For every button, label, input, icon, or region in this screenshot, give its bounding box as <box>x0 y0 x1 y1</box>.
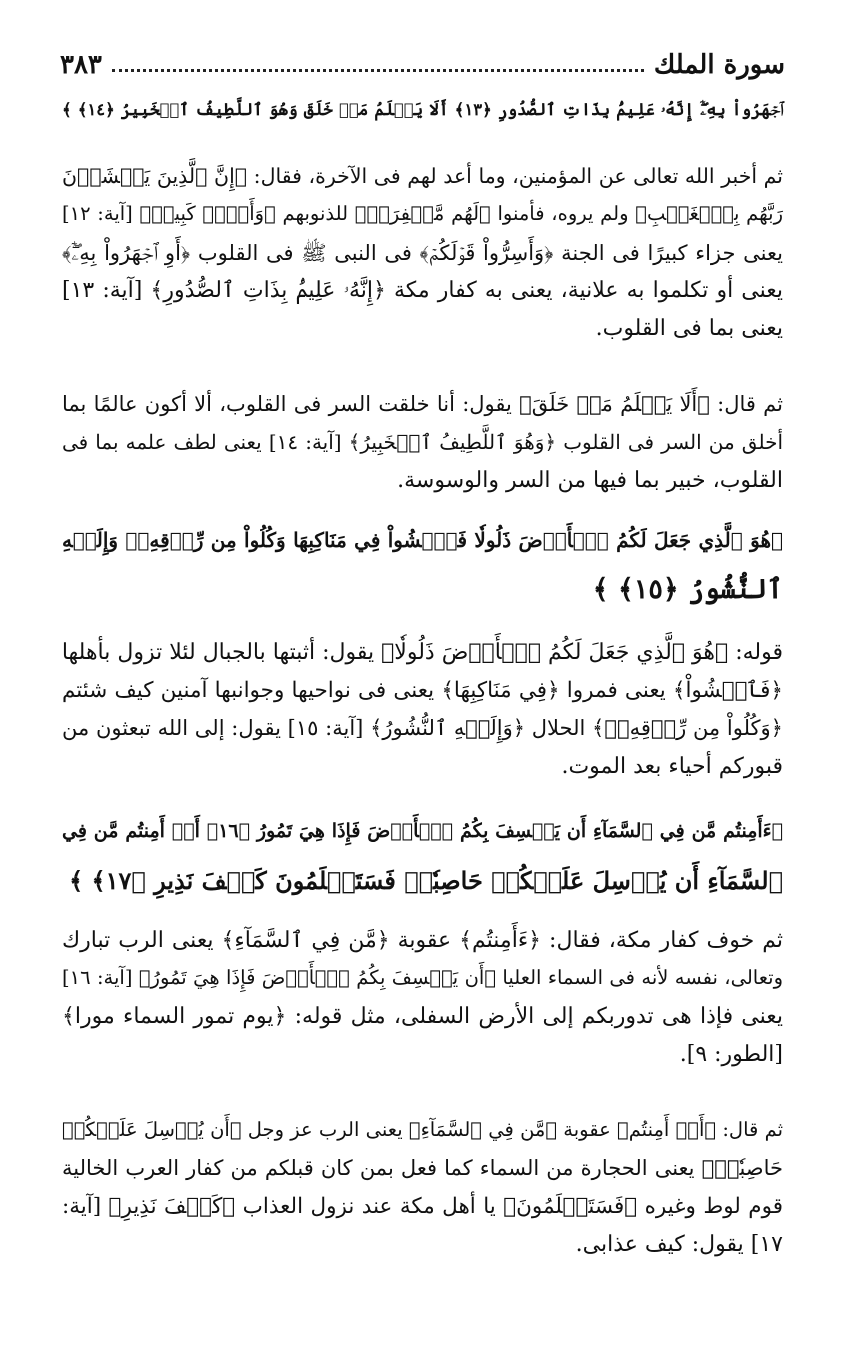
tafsir-line: حَاصِبٗاۖ﴾ يعنى الحجارة من السماء كما فعل بمن كان قبلكم من كفار العرب الخالية <box>62 1156 783 1180</box>
tafsir-line: وتعالى، نفسه لأنه فى السماء العليا ﴿أَن يَخۡسِفَ بِكُمُ ٱلۡأَرۡضَ فَإِذَا هِيَ تَمُورُ﴾ [آية: ١٦] <box>62 966 783 989</box>
tafsir-line: يعنى جزاء كبيرًا فى الجنة ﴿وَأَسِرُّواْ قَوۡلَكُمۡ﴾ فى النبى ﷺ فى القلوب ﴿أَوِ ٱجۡهَرُواْ بِهِۦٓۖ﴾ <box>62 241 783 265</box>
tafsir-line: ثم خوف كفار مكة، فقال: ﴿ءَأَمِنتُم﴾ عقوبة ﴿مَّن فِي ٱلسَّمَآءِ﴾ يعنى الرب تبارك <box>62 928 783 953</box>
tafsir-line: ﴿فَٱمۡشُواْ﴾ يعنى فمروا ﴿فِي مَنَاكِبِهَا﴾ يعنى فى نواحيها وجوانبها آمنين كيف شئتم <box>62 678 783 703</box>
tafsir-line: رَبَّهُم بِٱلۡغَيۡبِ﴾ ولم يروه، فأمنوا ﴿لَهُم مَّغۡفِرَةٞ﴾ للذنوبهم ﴿وَأَجۡرٞ كَبِيرٞ﴾ [آية: ١٢] <box>62 202 783 225</box>
verse-line: ﴿هُوَ ٱلَّذِي جَعَلَ لَكُمُ ٱلۡأَرۡضَ ذَلُولٗا فَٱمۡشُواْ فِي مَنَاكِبِهَا وَكُلُواْ مِن رِّزۡقِهِۦۖ وَإِلَيۡهِ <box>62 528 783 552</box>
tafsir-line: القلوب، خبير بما فيها من السر والوسوسة. <box>397 468 783 493</box>
tafsir-line: ثم أخبر الله تعالى عن المؤمنين، وما أعد لهم فى الآخرة، فقال: ﴿إِنَّ ٱلَّذِينَ يَخۡشَوۡنَ <box>62 164 783 188</box>
tafsir-line: يعنى فإذا هى تدوربكم إلى الأرض السفلى، مثل قوله: ﴿يوم تمور السماء مورا﴾ <box>62 1004 783 1029</box>
tafsir-line: ثم قال: ﴿أَمۡ أَمِنتُم﴾ عقوبة ﴿مَّن فِي ٱلسَّمَآءِ﴾ يعنى الرب عز وجل ﴿أَن يُرۡسِلَ عَلَيۡكُمۡ <box>62 1118 783 1141</box>
surah-title: سورة الملك <box>653 50 785 80</box>
tafsir-line: [الطور: ٩]. <box>679 1042 783 1067</box>
verse-line: ٱلسَّمَآءِ أَن يُرۡسِلَ عَلَيۡكُمۡ حَاصِبٗاۖ فَسَتَعۡلَمُونَ كَيۡفَ نَذِيرِ ﴿١٧﴾ ﴾ <box>69 866 783 895</box>
header-dotted-leader <box>112 69 644 72</box>
verse-line: ﴿ءَأَمِنتُم مَّن فِي ٱلسَّمَآءِ أَن يَخۡسِفَ بِكُمُ ٱلۡأَرۡضَ فَإِذَا هِيَ تَمُورُ ﴿١٦﴾ أَمۡ أَمِنتُم مَّن فِي <box>62 820 783 842</box>
tafsir-line: قبوركم أحياء بعد الموت. <box>561 754 783 779</box>
tafsir-line: قوله: ﴿هُوَ ٱلَّذِي جَعَلَ لَكُمُ ٱلۡأَرۡضَ ذَلُولٗا﴾ يقول: أثبتها بالجبال لئلا تزول بأهلها <box>61 640 783 665</box>
tafsir-line: أخلق من السر فى القلوب ﴿وَهُوَ ٱللَّطِيفُ ٱلۡخَبِيرُ﴾ [آية: ١٤] يعنى لطف علمه بما فى <box>62 430 784 454</box>
tafsir-line: يعنى أو تكلموا به علانية، يعنى به كفار مكة ﴿إِنَّهُۥ عَلِيمُۢ بِذَاتِ ٱلصُّدُورِ﴾ [آية: ١٣] <box>62 278 783 303</box>
page-header <box>60 40 785 80</box>
verse-line: ﭐجۡهَرُواْ بِهِۦٓۖ إِنَّهُۥ عَلِيمُۢ بِذَاتِ ٱلصُّدُورِ ﴿١٣﴾ أَلَا يَعۡلَمُ مَنۡ خَلَقَ وَهُوَ ٱللَّطِيفُ ٱلۡخَبِيرُ ﴿١٤﴾ ﴾ <box>62 100 783 119</box>
tafsir-line: قوم لوط وغيره ﴿فَسَتَعۡلَمُونَ﴾ يا أهل مكة عند نزول العذاب ﴿كَيۡفَ نَذِيرِ﴾ [آية: <box>62 1194 783 1219</box>
tafsir-line: ثم قال: ﴿أَلَا يَعۡلَمُ مَنۡ خَلَقَ﴾ يقول: أنا خلقت السر فى القلوب، ألا أكون عالمًا بما <box>62 392 783 416</box>
tafsir-line: ﴿وَكُلُواْ مِن رِّزۡقِهِۦۖ﴾ الحلال ﴿وَإِلَيۡهِ ٱلنُّشُورُ﴾ [آية: ١٥] يقول: إلى الله تبعثون من <box>62 716 783 740</box>
page-number: ٣٨٣ <box>60 50 102 80</box>
verse-line: ٱلنُّشُورُ ﴿١٥﴾ ﴾ <box>592 574 783 605</box>
tafsir-line: يعنى بما فى القلوب. <box>595 316 783 341</box>
tafsir-line: ١٧] يقول: كيف عذابى. <box>575 1232 783 1257</box>
